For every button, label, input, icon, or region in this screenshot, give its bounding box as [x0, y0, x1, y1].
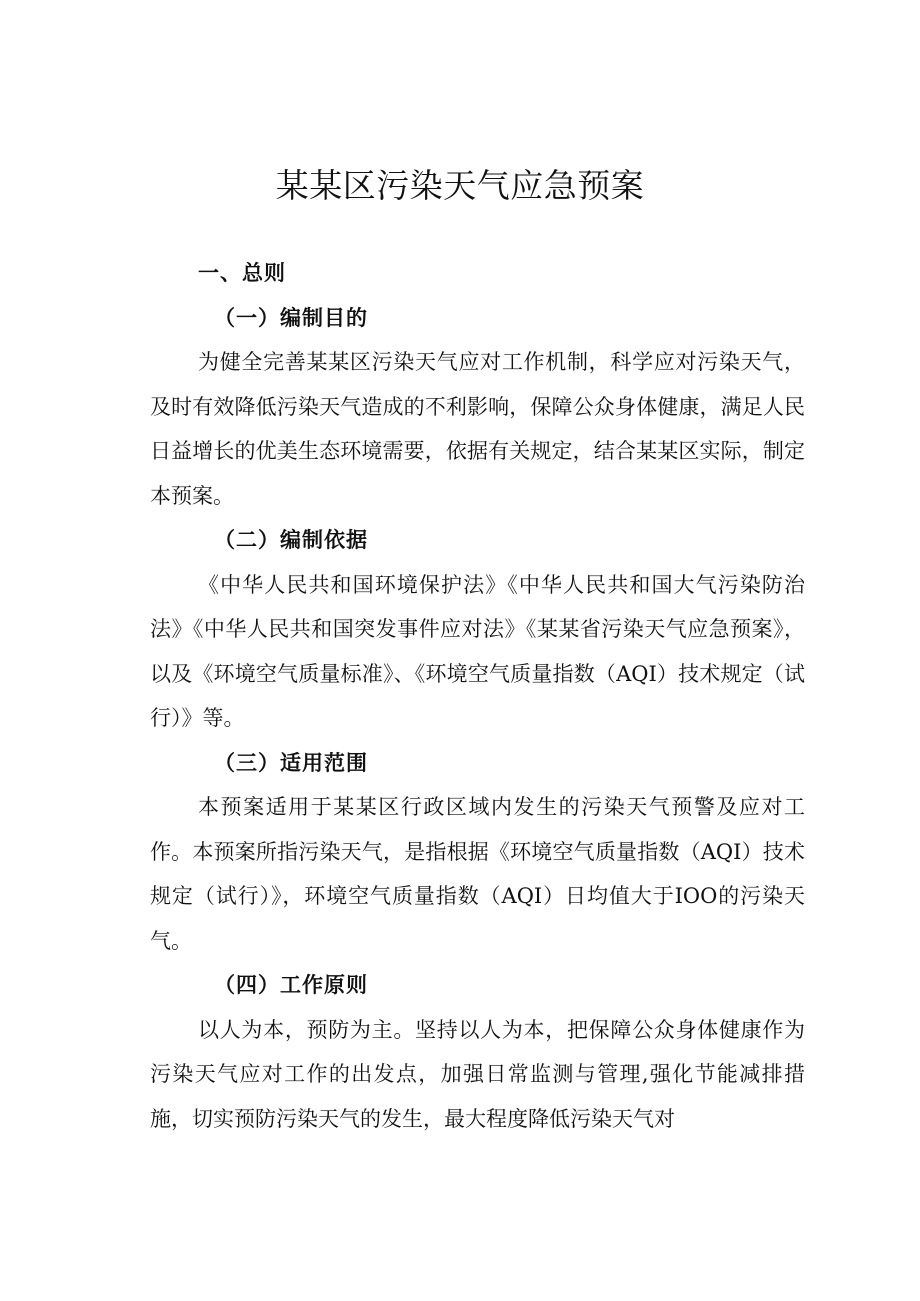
paragraph-principles: 以人为本，预防为主。坚持以人为本，把保障公众身体健康作为污染天气应对工作的出发点，加强日常监测与管理,强化节能减排措施，切实预防污染天气的发生，最大程度降低污染天气对 — [150, 1017, 805, 1131]
subheading-purpose: （一）编制目的 — [214, 304, 368, 330]
subheading-scope: （三）适用范围 — [214, 749, 368, 775]
document-title: 某某区污染天气应急预案 — [275, 166, 645, 205]
paragraph-basis: 《中华人民共和国环境保护法》《中华人民共和国大气污染防治法》《中华人民共和国突发事件应对法》《某某省污染天气应急预案》，以及《环境空气质量标准》、《环境空气质量指数（AQI）技术规定（试行）》等。 — [150, 572, 805, 730]
paragraph-purpose: 为健全完善某某区污染天气应对工作机制，科学应对污染天气，及时有效降低污染天气造成的不利影响，保障公众身体健康，满足人民日益增长的优美生态环境需要，依据有关规定，结合某某区实际，制定本预案。 — [150, 350, 805, 508]
subheading-basis: （二）编制依据 — [214, 527, 368, 552]
section-heading-general: 一、总则 — [198, 260, 286, 285]
document-body — [150, 251, 805, 1141]
subheading-principles: （四）工作原则 — [214, 972, 368, 997]
paragraph-scope: 本预案适用于某某区行政区域内发生的污染天气预警及应对工作。本预案所指污染天气，是指根据《环境空气质量指数（AQI）技术规定（试行）》，环境空气质量指数（AQI）日均值大于IOO的污染天气。 — [150, 795, 805, 953]
